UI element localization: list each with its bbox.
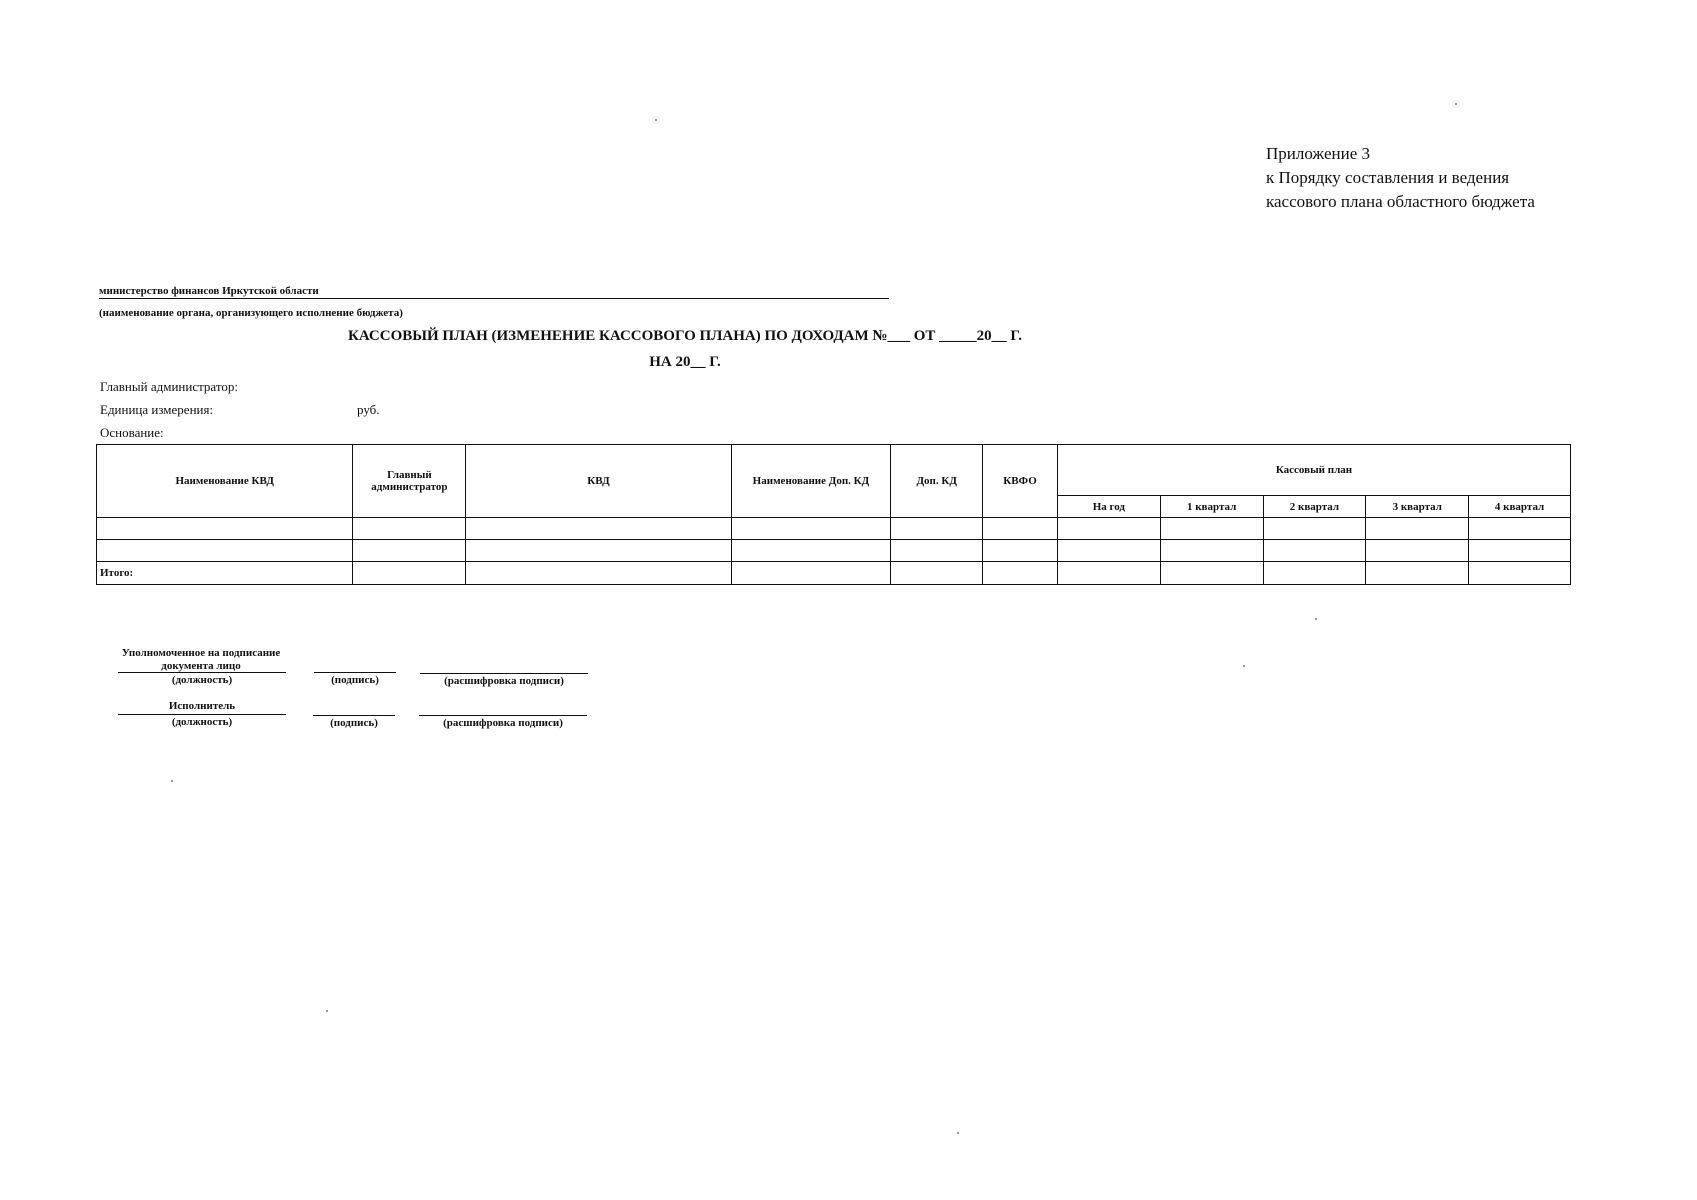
scan-speck bbox=[655, 119, 657, 121]
header-kvd: КВД bbox=[466, 445, 731, 518]
subheader-q2: 2 квартал bbox=[1263, 496, 1366, 518]
authorized-decoding-line bbox=[420, 673, 588, 674]
header-kvfo: КВФО bbox=[983, 445, 1058, 518]
cash-plan-table bbox=[96, 444, 1571, 585]
document-title: КАССОВЫЙ ПЛАН (ИЗМЕНЕНИЕ КАССОВОГО ПЛАНА) ПО ДОХОДАМ №___ ОТ _____20__ Г. bbox=[347, 328, 1023, 344]
unit-value: руб. bbox=[357, 402, 380, 417]
executor-position-caption: (должность) bbox=[171, 716, 233, 728]
executor-decoding-caption: (расшифровка подписи) bbox=[443, 717, 563, 729]
authorized-person-label: Уполномоченное на подписание документа лицо bbox=[121, 647, 281, 672]
scan-speck bbox=[1243, 665, 1245, 667]
organization-caption: (наименование органа, организующего исполнение бюджета) bbox=[99, 307, 403, 319]
basis-label: Основание: bbox=[100, 425, 164, 440]
subheader-q3: 3 квартал bbox=[1366, 496, 1469, 518]
table-header-row bbox=[97, 445, 1571, 496]
table-row bbox=[97, 518, 1571, 540]
header-cash-plan: Кассовый план bbox=[1057, 445, 1570, 496]
total-label: Итого: bbox=[97, 562, 353, 585]
authorized-position-caption: (должность) bbox=[171, 674, 233, 686]
admin-label: Главный администратор: bbox=[100, 379, 238, 394]
authorized-signature-line bbox=[314, 672, 396, 673]
appendix-note bbox=[1266, 142, 1535, 214]
subheader-q1: 1 квартал bbox=[1160, 496, 1263, 518]
authorized-signature-caption: (подпись) bbox=[331, 674, 379, 686]
scan-speck bbox=[1315, 618, 1317, 620]
executor-signature-line bbox=[313, 715, 395, 716]
appendix-line-2: к Порядку составления и ведения bbox=[1266, 168, 1510, 187]
appendix-line-1: Приложение 3 bbox=[1266, 144, 1370, 163]
total-row bbox=[97, 562, 1571, 585]
authorized-position-line bbox=[118, 672, 286, 673]
executor-label: Исполнитель bbox=[168, 700, 236, 712]
appendix-line-3: кассового плана областного бюджета bbox=[1266, 192, 1535, 211]
executor-position-line bbox=[118, 714, 286, 715]
executor-signature-caption: (подпись) bbox=[330, 717, 378, 729]
document-subtitle: НА 20__ Г. bbox=[649, 354, 721, 370]
authorized-decoding-caption: (расшифровка подписи) bbox=[444, 675, 564, 687]
executor-decoding-line bbox=[419, 715, 587, 716]
scan-speck bbox=[1455, 103, 1457, 105]
scan-speck bbox=[326, 1010, 328, 1012]
header-kvd-name: Наименование КВД bbox=[97, 445, 353, 518]
header-admin: Главный администратор bbox=[353, 445, 466, 518]
table-row bbox=[97, 540, 1571, 562]
organization-name: министерство финансов Иркутской области bbox=[99, 285, 889, 299]
scan-speck bbox=[171, 780, 173, 782]
header-dop-name: Наименование Доп. КД bbox=[731, 445, 891, 518]
unit-label: Единица измерения: bbox=[100, 402, 214, 417]
header-dop-kd: Доп. КД bbox=[891, 445, 983, 518]
subheader-q4: 4 квартал bbox=[1469, 496, 1571, 518]
subheader-year: На год bbox=[1057, 496, 1160, 518]
scan-speck bbox=[957, 1132, 959, 1134]
